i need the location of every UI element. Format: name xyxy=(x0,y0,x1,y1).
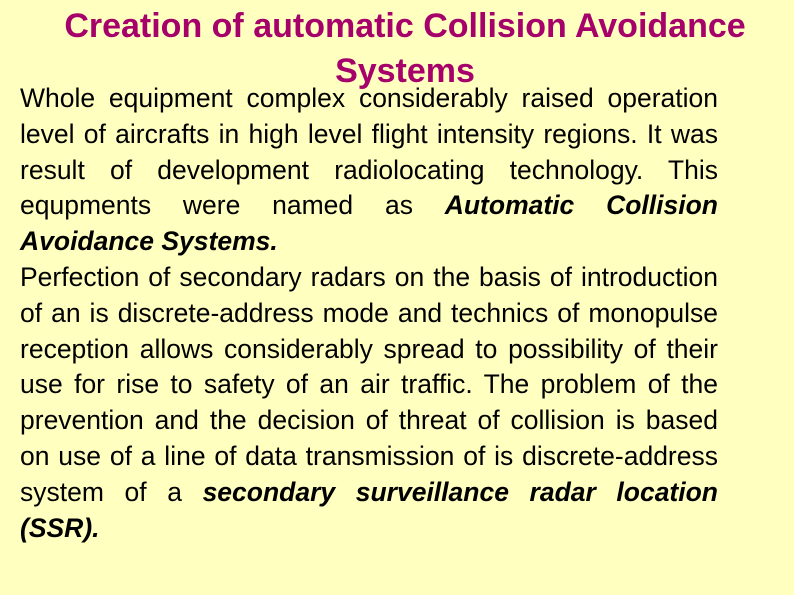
paragraph-2 xyxy=(20,260,718,546)
paragraph-2-text: Perfection of secondary radars on the basis of introduction of an is discrete-address mode and technics of monopulse reception allows considerably spread to possibility of their use for rise to safety of an air traffic. The problem of the prevention and the decision of threat of collision is based on use of a line of data transmission of is discrete-address system of a xyxy=(20,261,718,507)
slide-body xyxy=(20,81,718,546)
slide-title: Creation of automatic Collision Avoidance Systems xyxy=(64,7,746,90)
paragraph-2-emphasis: secondary surveillance radar location (SSR). xyxy=(20,476,718,543)
paragraph-1-emphasis: Automatic Collision Avoidance Systems. xyxy=(20,190,718,257)
paragraph-1-text: Whole equipment complex considerably raised operation level of aircrafts in high level flight intensity regions. It was result of development radiolocating technology. This equpments were named as xyxy=(20,83,718,221)
paragraph-1 xyxy=(20,81,718,260)
